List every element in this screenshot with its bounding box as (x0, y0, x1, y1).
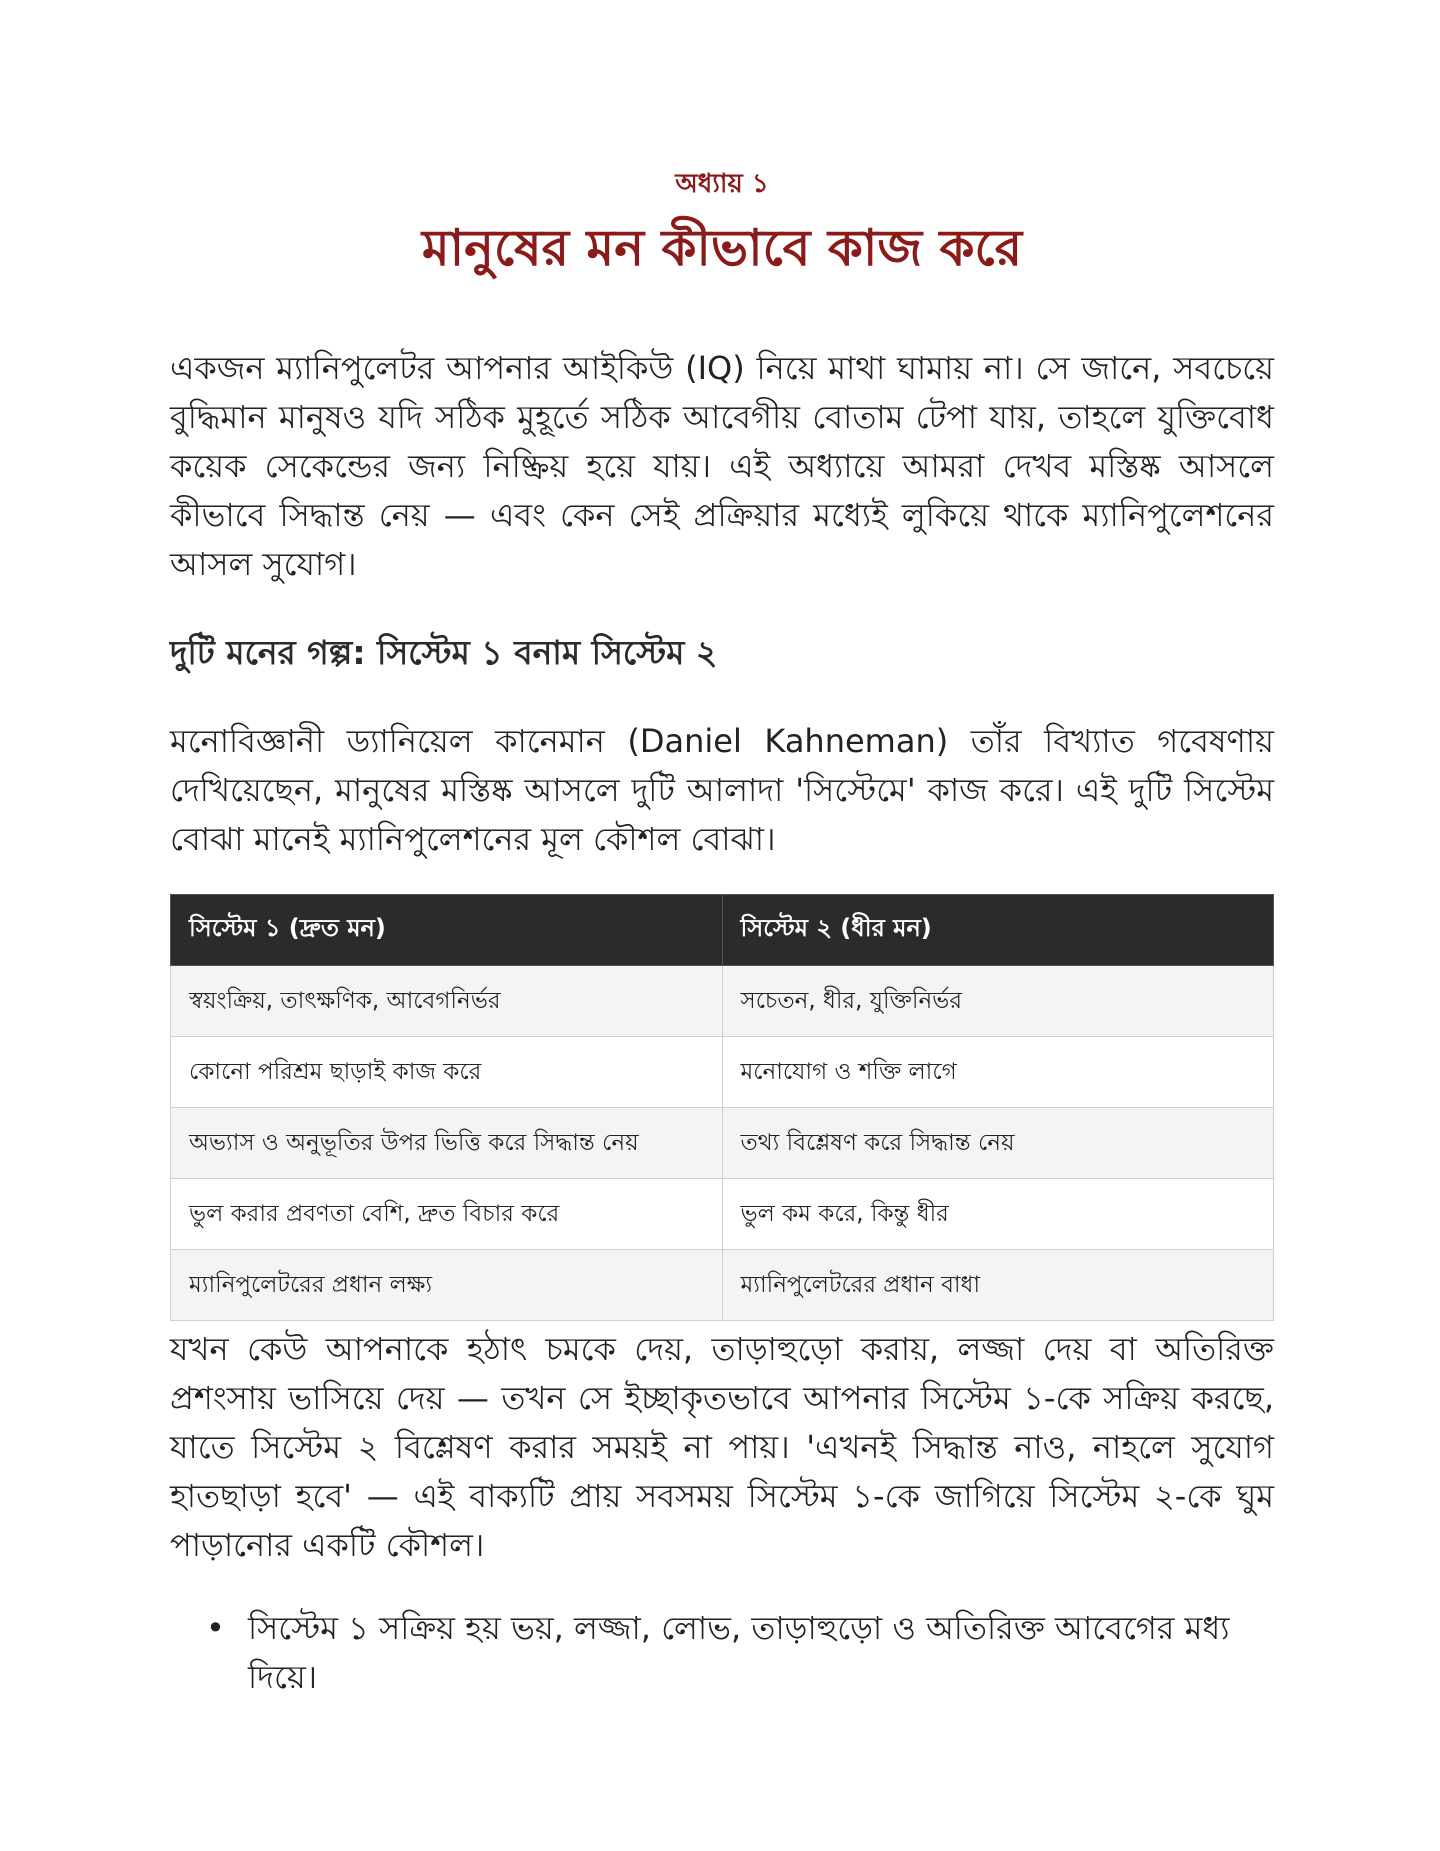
list-item-text: সিস্টেম ১ সক্রিয় হয় ভয়, লজ্জা, লোভ, তাড়াহুড়ো ও অতিরিক্ত আবেগের মধ্য দিয়ে। (248, 1609, 1230, 1696)
bullet-icon: • (206, 1609, 225, 1647)
document-page (170, 160, 1274, 1702)
after-table-paragraph: যখন কেউ আপনাকে হঠাৎ চমকে দেয়, তাড়াহুড়ো করায়, লজ্জা দেয় বা অতিরিক্ত প্রশংসায় ভাসিয়ে দেয় — তখন সে ইচ্ছাকৃতভাবে আপনার সিস্টেম ১-কে সক্রিয় করছে, যাতে সিস্টেম ২ বিশ্লেষণ করার সময়ই না পায়। 'এখনই সিদ্ধান্ত নাও, নাহলে সুযোগ হাতছাড়া হবে' — এই বাক্যটি প্রায় সবসময় সিস্টেম ১-কে জাগিয়ে সিস্টেম ২-কে ঘুম পাড়ানোর একটি কৌশল। (170, 1330, 1274, 1564)
table-cell: ম্যানিপুলেটরের প্রধান বাধা (722, 1250, 1274, 1321)
section-paragraph: মনোবিজ্ঞানী ড্যানিয়েল কানেমান (Daniel Kahneman) তাঁর বিখ্যাত গবেষণায় দেখিয়েছেন, মানুষের মস্তিষ্ক আসলে দুটি আলাদা 'সিস্টেমে' কাজ করে। এই দুটি সিস্টেম বোঝা মানেই ম্যানিপুলেশনের মূল কৌশল বোঝা। (170, 722, 1274, 858)
table-cell: ভুল কম করে, কিন্তু ধীর (722, 1179, 1274, 1250)
table-cell: মনোযোগ ও শক্তি লাগে (722, 1037, 1274, 1108)
table-cell: ভুল করার প্রবণতা বেশি, দ্রুত বিচার করে (171, 1179, 723, 1250)
table-header-row (171, 895, 1274, 966)
bullet-list (170, 1604, 1274, 1702)
table-cell: স্বয়ংক্রিয়, তাৎক্ষণিক, আবেগনির্ভর (171, 966, 723, 1037)
table-cell: সচেতন, ধীর, যুক্তিনির্ভর (722, 966, 1274, 1037)
chapter-label: অধ্যায় ১ (675, 169, 769, 199)
table-row (171, 1179, 1274, 1250)
table-row (171, 966, 1274, 1037)
table-cell: তথ্য বিশ্লেষণ করে সিদ্ধান্ত নেয় (722, 1108, 1274, 1179)
table-header-system-1: সিস্টেম ১ (দ্রুত মন) (171, 895, 723, 966)
comparison-table (170, 894, 1274, 1321)
table-cell: কোনো পরিশ্রম ছাড়াই কাজ করে (171, 1037, 723, 1108)
table-header-system-2: সিস্টেম ২ (ধীর মন) (722, 895, 1274, 966)
table-cell: ম্যানিপুলেটরের প্রধান লক্ষ্য (171, 1250, 723, 1321)
table-row (171, 1037, 1274, 1108)
table-row (171, 1108, 1274, 1179)
list-item (200, 1604, 1274, 1702)
chapter-title: মানুষের মন কীভাবে কাজ করে (421, 219, 1023, 277)
table-row (171, 1250, 1274, 1321)
table-cell: অভ্যাস ও অনুভূতির উপর ভিত্তি করে সিদ্ধান্ত নেয় (171, 1108, 723, 1179)
intro-paragraph: একজন ম্যানিপুলেটর আপনার আইকিউ (IQ) নিয়ে মাথা ঘামায় না। সে জানে, সবচেয়ে বুদ্ধিমান মানুষও যদি সঠিক মুহূর্তে সঠিক আবেগীয় বোতাম টেপা যায়, তাহলে যুক্তিবোধ কয়েক সেকেন্ডের জন্য নিষ্ক্রিয় হয়ে যায়। এই অধ্যায়ে আমরা দেখব মস্তিষ্ক আসলে কীভাবে সিদ্ধান্ত নেয় — এবং কেন সেই প্রক্রিয়ার মধ্যেই লুকিয়ে থাকে ম্যানিপুলেশনের আসল সুযোগ। (170, 349, 1274, 583)
section-heading: দুটি মনের গল্প: সিস্টেম ১ বনাম সিস্টেম ২ (170, 633, 718, 672)
